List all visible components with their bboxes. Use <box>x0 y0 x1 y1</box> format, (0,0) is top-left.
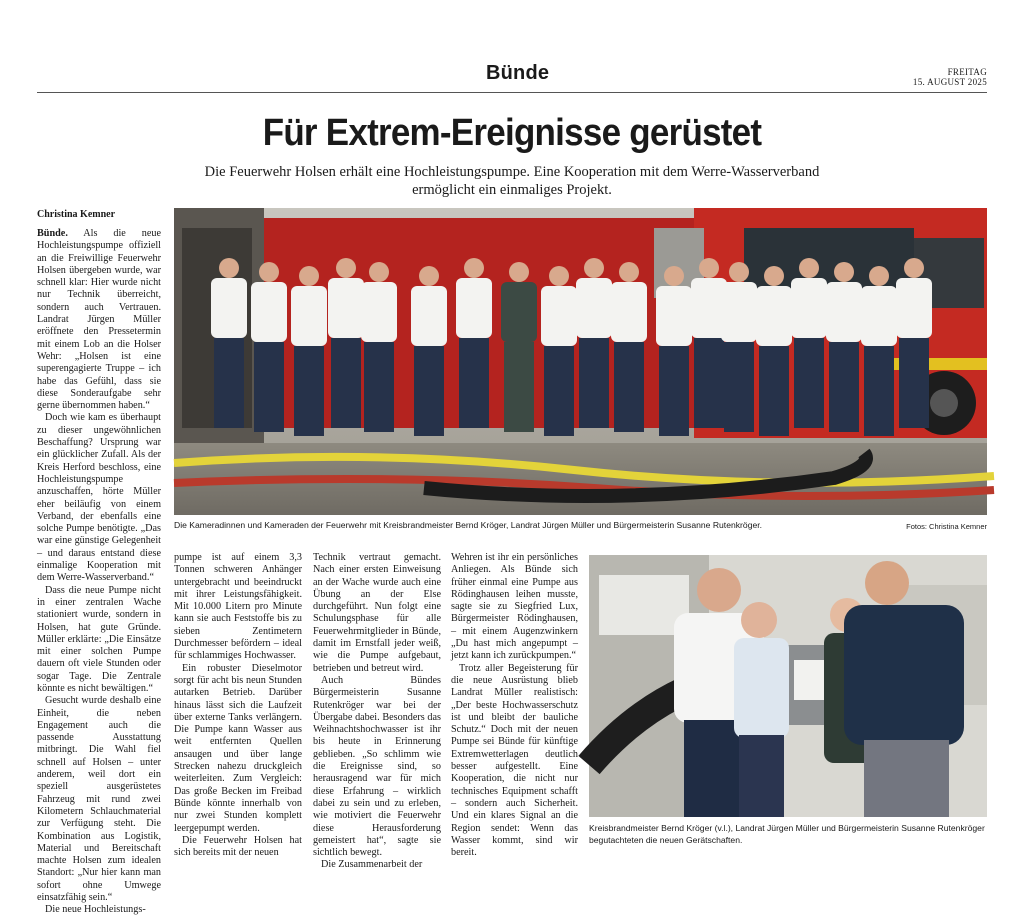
person-head <box>464 258 484 278</box>
article-column-1 <box>37 228 161 916</box>
article-paragraph: Bünde. Als die neue Hochleistungspumpe offiziell an die Freiwillige Feuerwehr Holsen übergeben wurde, war schnell klar: Hier wurde nicht nur Technik überreicht, sondern auch Vertrauen. Landrat Jürgen Müller eröffnete den Pressetermin mit einem Lob an die Holser Wehr: „Holsen ist eine superengagierte Truppe – ich habe das Gefühl, dass sie diese Sonderaufgabe sehr gerne übernommen haben.“ <box>37 228 161 412</box>
person-head <box>699 258 719 278</box>
person-trousers <box>759 346 789 436</box>
person-head <box>664 266 684 286</box>
person-trousers <box>724 342 754 432</box>
article-paragraph: Auch Bündes Bürgermeisterin Susanne Rutenkröger war bei der Übergabe dabei. Besonders das Weihnachtshochwasser ist ihr bis heute in Erinnerung geblieben. „So schlimm wie die Ereignisse sind, so herausragend war für mich diese Erfahrung – wirklich dabei zu sein und zu erleben, wie motiviert die Feuerwehr diese Herausforderung gemeistert hat“, sagte sie sichtlich bewegt. <box>313 674 441 859</box>
person-trousers <box>829 342 859 432</box>
header-rule <box>37 92 987 93</box>
person-trousers <box>504 342 534 432</box>
person-trousers <box>364 342 394 432</box>
article-column-2 <box>174 552 302 859</box>
person-shirt <box>251 282 287 342</box>
headline: Für Extrem-Ereignisse gerüstet <box>262 112 762 154</box>
person-head <box>584 258 604 278</box>
photo-credit: Fotos: Christina Kemner <box>906 522 987 531</box>
person-shirt <box>896 278 932 338</box>
person-head <box>904 258 924 278</box>
person-head <box>509 262 529 282</box>
person-head <box>834 262 854 282</box>
person-trousers <box>694 338 724 428</box>
person-trousers <box>899 338 929 428</box>
person-head <box>219 258 239 278</box>
person-head <box>336 258 356 278</box>
person-head <box>549 266 569 286</box>
inspection-photo <box>589 555 987 817</box>
person-shirt <box>611 282 647 342</box>
person-trousers <box>864 346 894 436</box>
person-head <box>764 266 784 286</box>
person-trousers <box>331 338 361 428</box>
article-column-3 <box>313 552 441 871</box>
person-head <box>299 266 319 286</box>
subheadline: Die Feuerwehr Holsen erhält eine Hochleistungspumpe. Eine Kooperation mit dem Werre-Wasserverband ermöglicht ein einmaliges Projekt. <box>204 164 820 198</box>
person-trousers <box>294 346 324 436</box>
person-head <box>869 266 889 286</box>
person-head <box>729 262 749 282</box>
person-shirt <box>456 278 492 338</box>
article-paragraph: pumpe ist auf einem 3,3 Tonnen schweren Anhänger untergebracht und beeindruckt mit ihrer Leistungsfähigkeit. Mit 10.000 Litern pro Minute kann sie auch Feststoffe bis zu sieben Zentimetern Durchmesser befördern – ideal für schlammiges Hochwasser. <box>174 552 302 662</box>
article-paragraph: Die Feuerwehr Holsen hat sich bereits mit der neuen <box>174 834 302 859</box>
article-paragraph: Trotz aller Begeisterung für die neue Ausrüstung blieb Landrat Müller realistisch: „Der beste Hochwasserschutz ist und bleibt der bauliche Schutz.“ Doch mit der neuen Pumpe sei Bünde für künftige Extremwetterlagen deutlich besser aufgestellt. Eine Kooperation, die nicht nur technisches Equipment schafft – sondern auch Sicherheit. Und ein klares Signal an die Region sendet: Wenn das Wasser kommt, sind wir bereit. <box>451 662 578 859</box>
person-shirt <box>756 286 792 346</box>
article-paragraph: Wehren ist ihr ein persönliches Anliegen. Als Bünde sich früher einmal eine Pumpe aus Rödinghausen leihen musste, sagte sie zu Siegfried Lux, Bürgermeister Rödinghausen, – mit einem Augenzwinkern „Du hast mich angepumpt – jetzt kann ich zurückpumpen.“ <box>451 552 578 662</box>
article-paragraph: Ein robuster Dieselmotor sorgt für acht bis neun Stunden autarken Betrieb. Darüber hinaus lässt sich die Laufzeit über externe Tanks verlängern. Die Pumpe kann Wasser aus weit entfernten Quellen ansaugen und über lange Strecken nahezu druckgleich weiterleiten. Zum Vergleich: Das große Becken im Freibad Bünde könnte innerhalb von nur zwei Stunden komplett leergepumpt werden. <box>174 662 302 834</box>
person-shirt <box>826 282 862 342</box>
person-head <box>799 258 819 278</box>
date: 15. AUGUST 2025 <box>912 77 987 87</box>
person-shirt <box>721 282 757 342</box>
person-trousers <box>659 346 689 436</box>
person-shirt <box>791 278 827 338</box>
person-trousers <box>254 342 284 432</box>
person-trousers <box>579 338 609 428</box>
weekday: FREITAG <box>947 67 987 77</box>
article-paragraph: Doch wie kam es überhaupt zu dieser ungewöhnlichen Beschaffung? Ursprung war ein glücklicher Zufall. Als der Kreis Herford beschloss, eine Hochleistungspumpe anzuschaffen, hörte Müller eher beiläufig von einem Verband, der ebenfalls eine solche Pumpe benötigte. „Das war eine günstige Gelegenheit – und daraus entstand diese einmalige Kooperation mit dem Werre-Wasserverband.“ <box>37 412 161 584</box>
person-shirt <box>328 278 364 338</box>
dateline-location: Bünde. <box>37 228 68 239</box>
author-byline: Christina Kemner <box>37 209 116 220</box>
inspection-photo-caption: Kreisbrandmeister Bernd Kröger (v.l.), Landrat Jürgen Müller und Bürgermeisterin Susanne Rutenkröger begutachteten die neuen Gerätschaften. <box>589 823 985 845</box>
person-shirt <box>501 282 537 342</box>
person-shirt <box>576 278 612 338</box>
section-title: Bünde <box>486 62 550 84</box>
person-shirt <box>291 286 327 346</box>
person-shirt <box>541 286 577 346</box>
article-paragraph: Die neue Hochleistungs- <box>45 904 146 916</box>
person-trousers <box>459 338 489 428</box>
person-head <box>419 266 439 286</box>
article-column-4 <box>451 552 578 859</box>
person-trousers <box>794 338 824 428</box>
person-shirt <box>361 282 397 342</box>
article-paragraph: Technik vertraut gemacht. Nach einer ersten Einweisung an der Wache wurde auch eine Übung an der Else durchgeführt. Nun folgt eine Schulungsphase für alle Feuerwehrmitglieder in Bünde, damit im Ernstfall jeder weiß, wie die Pumpe aufgebaut, betrieben und betreut wird. <box>313 552 441 674</box>
person-shirt <box>411 286 447 346</box>
person-shirt <box>656 286 692 346</box>
person-shirt <box>861 286 897 346</box>
person-trousers <box>544 346 574 436</box>
article-paragraph: Gesucht wurde deshalb eine Einheit, die neben Engagement auch die passende Ausstattung mitbringt. Die Wahl fiel schnell auf Holsen – unter anderem, weil dort ein speziell ausgerüstetes Fahrzeug mit rund zwei Kilometern Schlauchmaterial zur Verfügung steht. Die Kombination aus Logistik, Material und Bereitschaft machte Holsen zum idealen Standort: „Nur hier kann man sofort ohne Umwege einsatzfähig sein.“ <box>37 695 161 904</box>
person-shirt <box>211 278 247 338</box>
person-head <box>619 262 639 282</box>
group-photo-caption: Die Kameradinnen und Kameraden der Feuerwehr mit Kreisbrandmeister Bernd Kröger, Landrat Jürgen Müller und Bürgermeisterin Susanne Rutenkröger. <box>174 520 763 530</box>
group-photo <box>174 208 987 515</box>
person-head <box>259 262 279 282</box>
person-head <box>369 262 389 282</box>
person-trousers <box>414 346 444 436</box>
article-paragraph: Die Zusammenarbeit der <box>321 859 423 871</box>
person-trousers <box>214 338 244 428</box>
article-paragraph: Dass die neue Pumpe nicht in einer zentralen Wache stationiert wurde, sondern in Holsen, hat gute Gründe. Müller erklärte: „Die Einsätze mit einer solchen Pumpe dauern oft viele Stunden oder sogar Tage. Die Zentrale könnte es nicht bewältigen.“ <box>37 584 161 694</box>
dateline <box>913 67 987 87</box>
person-trousers <box>614 342 644 432</box>
